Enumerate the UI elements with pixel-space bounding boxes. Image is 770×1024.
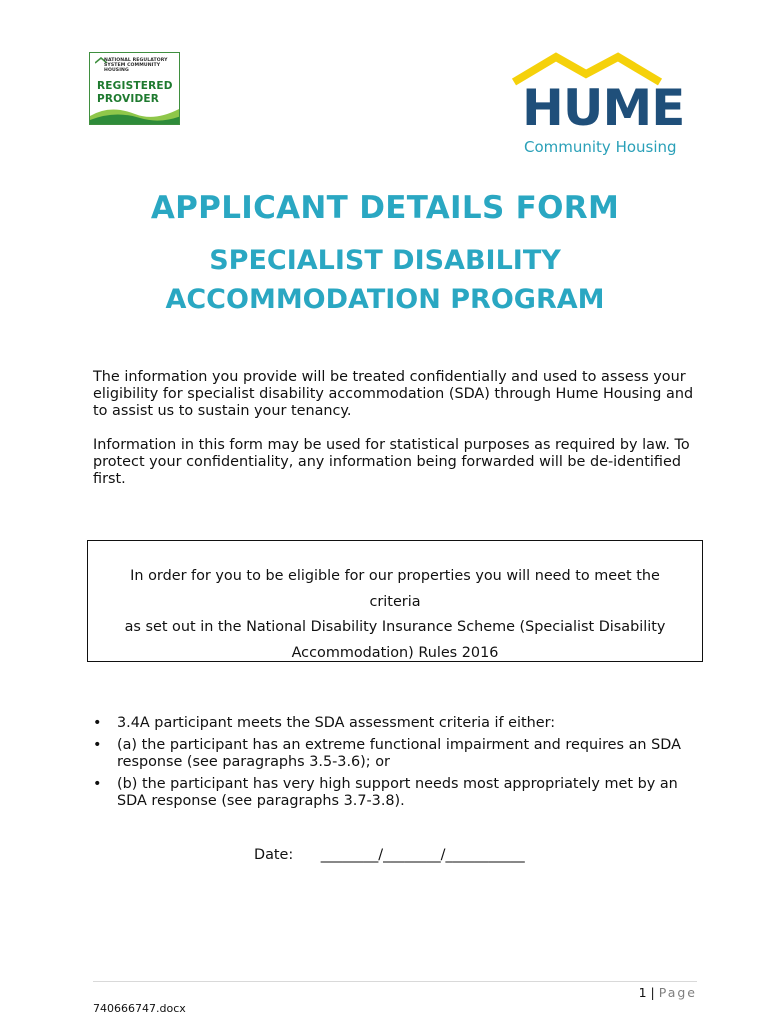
page-number [639,985,697,1000]
date-label: Date: [254,847,294,863]
badge-title-line2: PROVIDER [97,93,160,105]
page-number-separator: | [650,985,655,1000]
list-item: • 3.4A participant meets the SDA assessment criteria if either: [93,715,703,733]
criteria-line-2: criteria [369,593,421,610]
badge-title-line1: REGISTERED [97,80,173,92]
footer-divider [93,981,697,982]
criteria-bullet-list [93,715,703,815]
page-number-value: 1 [638,985,647,1000]
criteria-line-1: In order for you to be eligible for our properties you will need to meet the [130,568,660,584]
hume-logo [510,52,700,162]
list-item: • (b) the participant has very high support needs most appropriately met by an SDA response (see paragraphs 3.7-3.8). [93,776,703,811]
date-row [254,846,525,864]
badge-small-text: NATIONAL REGULATORY SYSTEM COMMUNITY HOUSING [104,58,168,73]
document-filename: 740666747.docx [93,1002,186,1015]
green-hills-graphic [90,102,180,124]
logo-wordmark: HUME [522,79,685,137]
program-title-line2: ACCOMMODATION PROGRAM [165,284,605,315]
intro-paragraph-1: The information you provide will be treated confidentially and used to assess your eligibility for specialist disability accommodation (SDA) through Hume Housing and to assist us to sustain your tenancy. [93,369,694,420]
registered-provider-badge [89,52,180,125]
intro-paragraph-2: Information in this form may be used for statistical purposes as required by law. To protect your confidentiality, any information being forwarded will be de-identified first. [93,437,690,488]
page-label: Page [658,985,697,1000]
logo-subtitle: Community Housing [524,138,677,156]
criteria-line-3: as set out in the National Disability Insurance Scheme (Specialist Disability [124,619,666,635]
program-title-line1: SPECIALIST DISABILITY [209,245,561,276]
date-field[interactable]: ________/________/___________ [320,847,525,863]
criteria-line-4: Accommodation) Rules 2016 [291,644,499,661]
form-title: APPLICANT DETAILS FORM [150,190,620,226]
list-item: • (a) the participant has an extreme functional impairment and requires an SDA response (see paragraphs 3.5-3.6); or [93,737,703,772]
eligibility-criteria-box [87,540,703,662]
